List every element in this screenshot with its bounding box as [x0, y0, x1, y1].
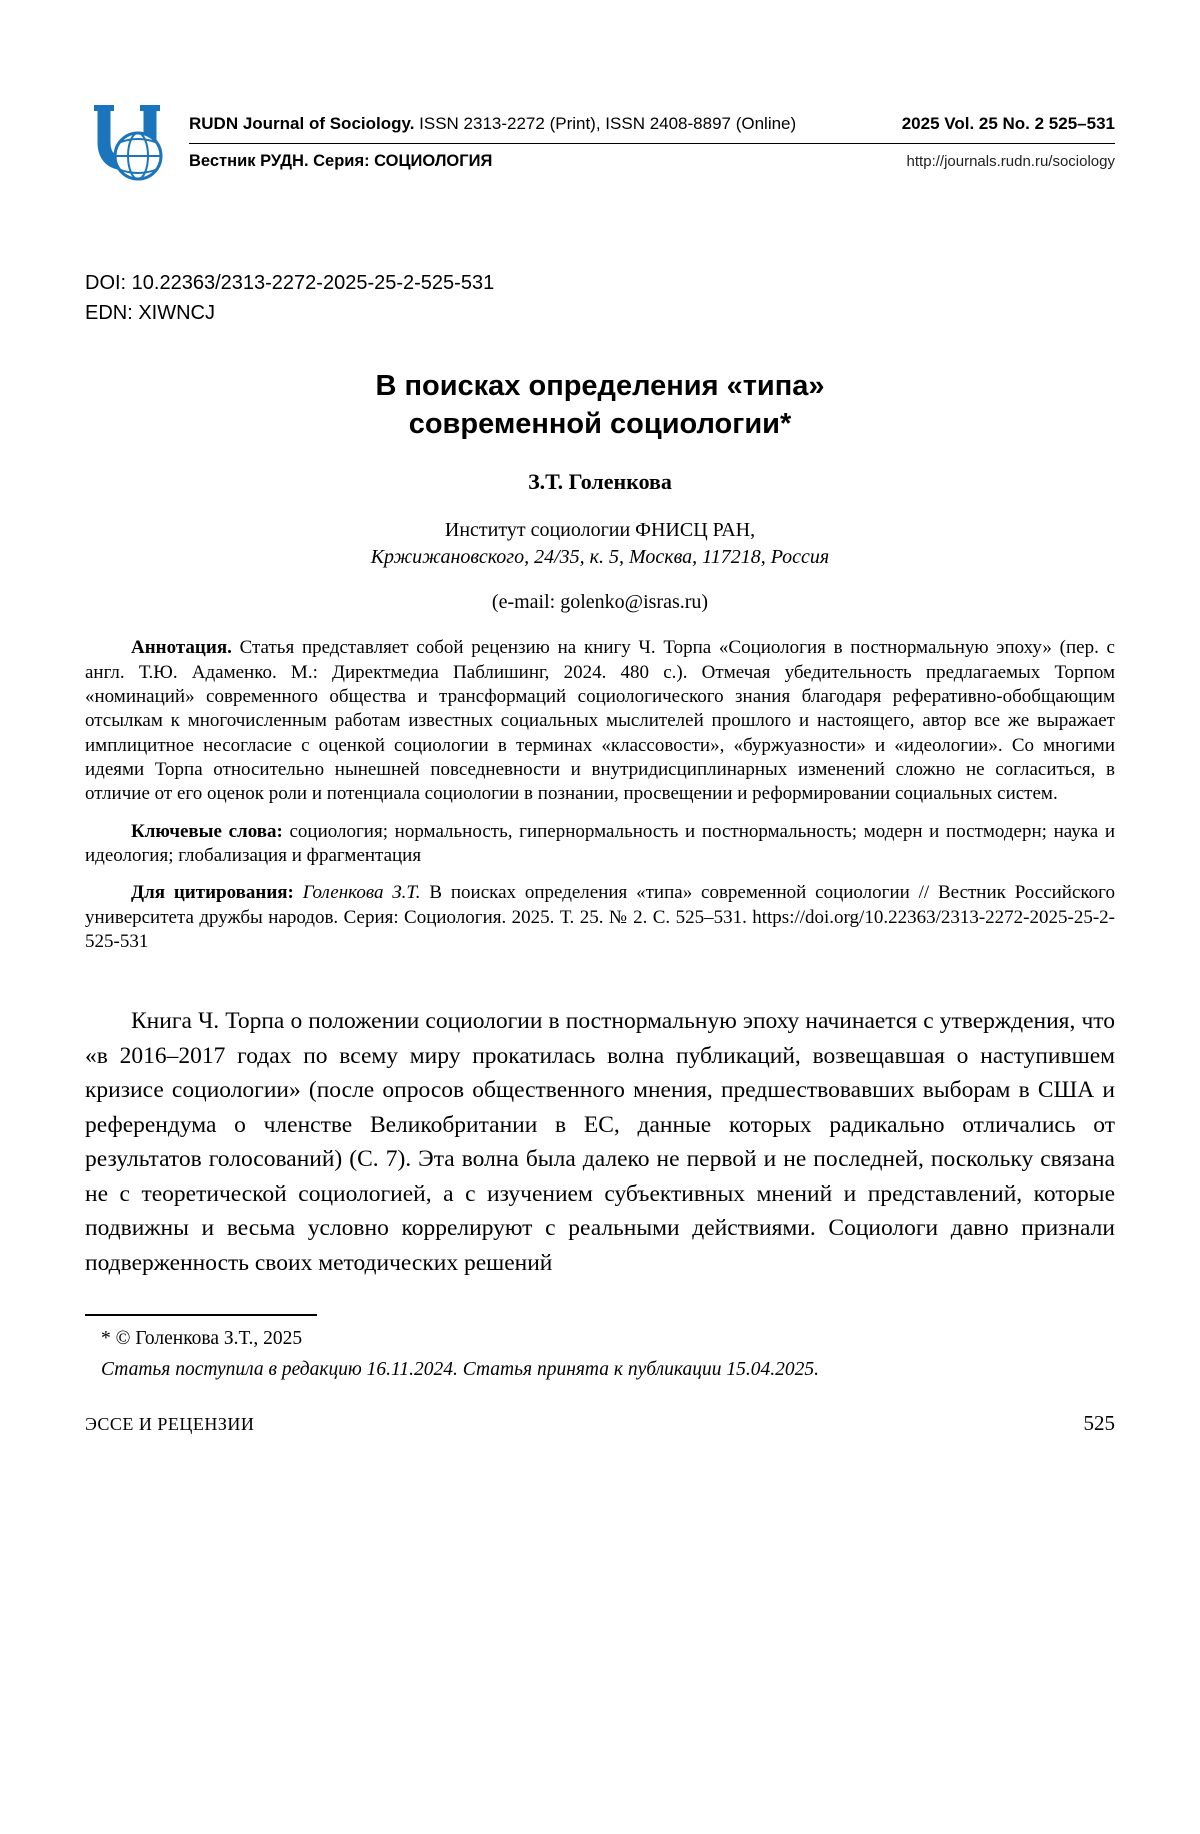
journal-title-en-bold: RUDN Journal of Sociology. — [189, 114, 415, 133]
footer-section-title: ЭССЕ И РЕЦЕНЗИИ — [85, 1413, 255, 1434]
footnote-received-dates: Статья поступила в редакцию 16.11.2024. Статья принята к публикации 15.04.2025. — [101, 1358, 819, 1380]
journal-title-ru: Вестник РУДН. Серия: СОЦИОЛОГИЯ — [189, 152, 493, 170]
article-title — [85, 368, 1115, 443]
footnote-block — [85, 1314, 1115, 1384]
header-text-block — [189, 110, 1115, 171]
rudn-logo-icon — [85, 104, 169, 188]
header-row-top — [189, 110, 1115, 144]
article-title-line1: В поисках определения «типа» — [375, 370, 825, 402]
keywords-paragraph — [85, 820, 1115, 869]
author-name: З.Т. Голенкова — [528, 469, 672, 495]
doi-block — [85, 268, 1115, 328]
author-email: (e-mail: golenko@isras.ru) — [491, 591, 709, 614]
rudn-logo — [85, 104, 169, 188]
edn-line: EDN: XIWNCJ — [85, 302, 215, 324]
journal-site-link[interactable]: http://journals.rudn.ru/sociology — [906, 153, 1115, 170]
page-footer — [85, 1411, 1115, 1436]
article-title-line2: современной социологии* — [408, 407, 792, 440]
citation-author: Голенкова З.Т. — [293, 882, 421, 904]
keywords-label: Ключевые слова: — [131, 820, 283, 842]
citation-text: В поисках определения «типа» современной социологии // Вестник Российского университета дружбы народов. Серия: Социология. 2025. Т. 25. № 2. С. 525–531. https://doi.org/10.22363/2313-2272-2025-25-2-525-531 — [85, 882, 1115, 952]
footnote-rule — [85, 1314, 317, 1316]
affiliation-institute: Институт социологии ФНИСЦ РАН, — [444, 519, 756, 542]
journal-header — [85, 110, 1115, 188]
journal-issn: ISSN 2313-2272 (Print), ISSN 2408-8897 (Online) — [414, 114, 797, 133]
affiliation-address: Кржижановского, 24/35, к. 5, Москва, 117218, Россия — [370, 546, 830, 569]
abstract-text: Статья представляет собой рецензию на книгу Ч. Торпа «Социология в постнормальную эпоху» (пер. с англ. Т.Ю. Адаменко. М.: Директмедиа Паблишинг, 2024. 480 с.). Отмечая убедительность предлагаемых Торпом «номинаций» современного общества и трансформаций социологического знания благодаря реферативно-обобщающим отсылкам к многочисленным работам известных социальных мыслителей прошлого и настоящего, автор все же выражает имплицитное несогласие с оценкой социологии в терминах «классовости», «буржуазности» и «идеологии». Со многими идеями Торпа относительно нынешней повседневности и внутридисциплинарных изменений сложно не согласиться, в отличие от его оценок роли и потенциала социологии в познании, просвещении и реформировании социальных систем. — [85, 637, 1115, 805]
journal-title-en — [189, 114, 796, 134]
abstract-paragraph — [85, 636, 1115, 806]
citation-paragraph — [85, 881, 1115, 954]
header-row-bottom — [189, 144, 1115, 171]
body-paragraph-1: Книга Ч. Торпа о положении социологии в постнормальную эпоху начинается с утверждения, что «в 2016–2017 годах по всему миру прокатилась волна публикаций, возвещавшая о наступившем кризисе социологии» (после опросов общественного мнения, предшествовавших выборам в США и референдума о членстве Великобритании в ЕС, данные которых радикально отличались от результатов голосований) (С. 7). Эта волна была далеко не первой и не последней, поскольку связана не с теоретической социологией, а с изучением субъективных мнений и представлений, которые подвижны и весьма условно коррелируют с реальными действиями. Социологи давно признали подверженность своих методических решений — [85, 1008, 1115, 1276]
footnote-copyright: * © Голенкова З.Т., 2025 — [101, 1328, 303, 1350]
abstract-label: Аннотация. — [131, 637, 232, 659]
keywords-text: социология; нормальность, гипернормальность и постнормальность; модерн и постмодерн; наука и идеология; глобализация и фрагментация — [85, 820, 1115, 866]
affiliation-block — [85, 517, 1115, 571]
citation-label: Для цитирования: — [131, 882, 294, 904]
footer-page-number: 525 — [1083, 1410, 1115, 1435]
doi-line: DOI: 10.22363/2313-2272-2025-25-2-525-531 — [85, 272, 495, 294]
volume-info: 2025 Vol. 25 No. 2 525–531 — [901, 114, 1115, 133]
footnote-text — [85, 1324, 1115, 1384]
